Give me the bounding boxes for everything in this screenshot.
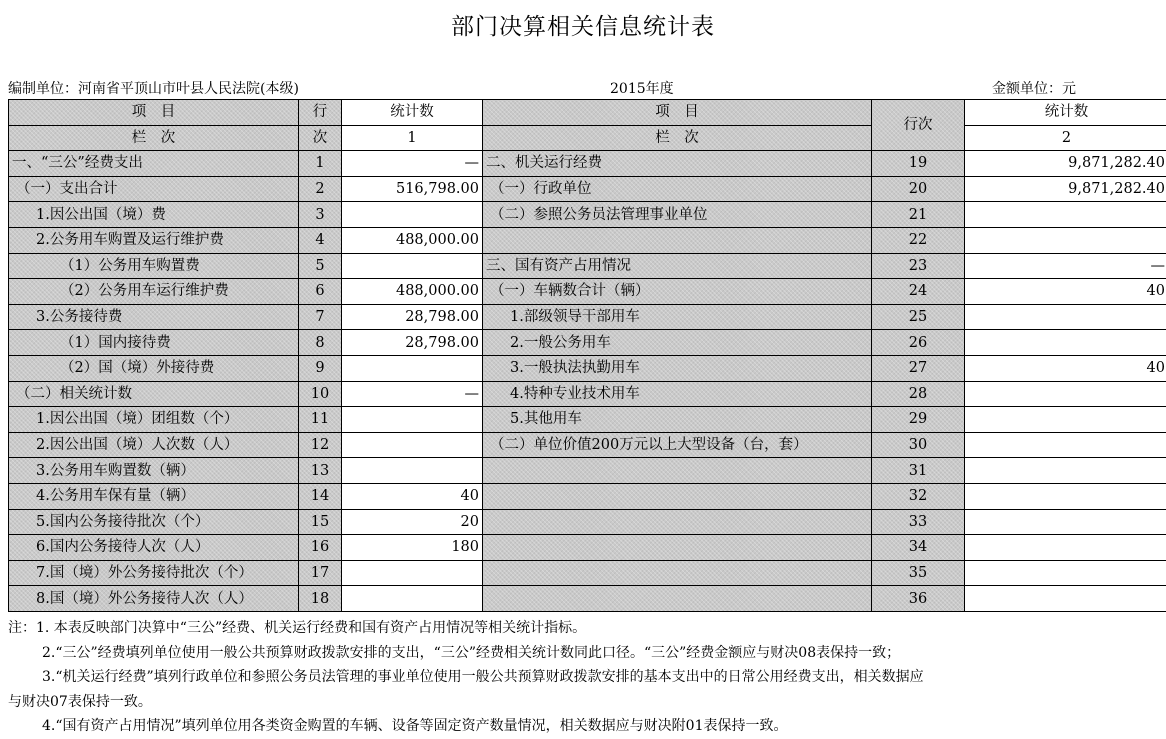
- left-line-number: 4: [299, 227, 342, 253]
- right-stat-value: [965, 458, 1166, 484]
- right-stat-value: 40: [965, 355, 1166, 381]
- right-item-label: [483, 586, 872, 612]
- left-stat-value: 20: [342, 509, 483, 535]
- right-line-number: 19: [872, 151, 965, 177]
- header-stat-col-2: 2: [965, 125, 1166, 151]
- left-item-label: （一）支出合计: [9, 176, 299, 202]
- left-item-label: 7.国（境）外公务接待批次（个）: [9, 560, 299, 586]
- left-stat-value: 488,000.00: [342, 279, 483, 305]
- left-stat-value: [342, 432, 483, 458]
- header-item-right: 项 目: [483, 100, 872, 126]
- left-line-number: 7: [299, 304, 342, 330]
- right-line-number: 24: [872, 279, 965, 305]
- right-item-label: 二、机关运行经费: [483, 151, 872, 177]
- left-item-label: （2）公务用车运行维护费: [9, 279, 299, 305]
- left-item-label: （1）国内接待费: [9, 330, 299, 356]
- table-row: [9, 381, 1166, 407]
- table-row: [9, 560, 1166, 586]
- table-row: [9, 279, 1166, 305]
- left-line-number: 2: [299, 176, 342, 202]
- right-line-number: 32: [872, 483, 965, 509]
- left-item-label: 1.因公出国（境）团组数（个）: [9, 407, 299, 433]
- report-year: 2015年度: [610, 78, 674, 98]
- notes: [8, 616, 1158, 739]
- header-item-left: 项 目: [9, 100, 299, 126]
- left-stat-value: 40: [342, 483, 483, 509]
- left-item-label: 2.因公出国（境）人次数（人）: [9, 432, 299, 458]
- left-stat-value: [342, 458, 483, 484]
- left-line-number: 15: [299, 509, 342, 535]
- header-line-left-2: 次: [299, 125, 342, 151]
- right-item-label: 4.特种专业技术用车: [483, 381, 872, 407]
- left-line-number: 12: [299, 432, 342, 458]
- right-line-number: 25: [872, 304, 965, 330]
- right-line-number: 21: [872, 202, 965, 228]
- left-line-number: 14: [299, 483, 342, 509]
- right-item-label: [483, 458, 872, 484]
- table-row: [9, 535, 1166, 561]
- left-item-label: （二）相关统计数: [9, 381, 299, 407]
- note-2: 2.“三公”经费填列单位使用一般公共预算财政拨款安排的支出，“三公”经费相关统计数同此口径。“三公”经费金额应与财决08表保持一致；: [8, 641, 1158, 666]
- left-line-number: 9: [299, 355, 342, 381]
- right-line-number: 31: [872, 458, 965, 484]
- left-line-number: 18: [299, 586, 342, 612]
- right-stat-value: [965, 304, 1166, 330]
- left-item-label: 3.公务接待费: [9, 304, 299, 330]
- report-title: 部门决算相关信息统计表: [0, 8, 1166, 41]
- right-item-label: 3.一般执法执勤用车: [483, 355, 872, 381]
- left-item-label: 3.公务用车购置数（辆）: [9, 458, 299, 484]
- right-item-label: 三、国有资产占用情况: [483, 253, 872, 279]
- right-stat-value: [965, 535, 1166, 561]
- note-3-cont: 与财决07表保持一致。: [8, 690, 1158, 715]
- right-item-label: （二）单位价值200万元以上大型设备（台，套）: [483, 432, 872, 458]
- left-line-number: 16: [299, 535, 342, 561]
- left-line-number: 11: [299, 407, 342, 433]
- left-line-number: 3: [299, 202, 342, 228]
- left-line-number: 10: [299, 381, 342, 407]
- left-item-label: （1）公务用车购置费: [9, 253, 299, 279]
- table-row: [9, 355, 1166, 381]
- right-line-number: 35: [872, 560, 965, 586]
- right-line-number: 34: [872, 535, 965, 561]
- right-line-number: 27: [872, 355, 965, 381]
- table-row: [9, 176, 1166, 202]
- right-item-label: （一）行政单位: [483, 176, 872, 202]
- table-row: [9, 330, 1166, 356]
- left-stat-value: 180: [342, 535, 483, 561]
- statistics-table: [8, 99, 1166, 612]
- left-stat-value: —: [342, 151, 483, 177]
- left-line-number: 1: [299, 151, 342, 177]
- left-stat-value: 488,000.00: [342, 227, 483, 253]
- right-item-label: （一）车辆数合计（辆）: [483, 279, 872, 305]
- header-col-right: 栏 次: [483, 125, 872, 151]
- right-stat-value: [965, 509, 1166, 535]
- table-row: [9, 202, 1166, 228]
- left-item-label: 4.公务用车保有量（辆）: [9, 483, 299, 509]
- right-line-number: 23: [872, 253, 965, 279]
- table-row: [9, 586, 1166, 612]
- left-item-label: 一、“三公”经费支出: [9, 151, 299, 177]
- right-line-number: 20: [872, 176, 965, 202]
- right-item-label: [483, 227, 872, 253]
- left-item-label: 8.国（境）外公务接待人次（人）: [9, 586, 299, 612]
- header-line-left: 行: [299, 100, 342, 126]
- left-stat-value: [342, 586, 483, 612]
- right-stat-value: 9,871,282.40: [965, 151, 1166, 177]
- left-stat-value: —: [342, 381, 483, 407]
- right-line-number: 22: [872, 227, 965, 253]
- right-item-label: [483, 535, 872, 561]
- right-line-number: 30: [872, 432, 965, 458]
- table-row: [9, 432, 1166, 458]
- left-line-number: 5: [299, 253, 342, 279]
- right-stat-value: [965, 432, 1166, 458]
- left-stat-value: 28,798.00: [342, 330, 483, 356]
- right-line-number: 28: [872, 381, 965, 407]
- header-stat-col-1: 1: [342, 125, 483, 151]
- header-col-left: 栏 次: [9, 125, 299, 151]
- right-item-label: 1.部级领导干部用车: [483, 304, 872, 330]
- left-item-label: 2.公务用车购置及运行维护费: [9, 227, 299, 253]
- right-stat-value: [965, 586, 1166, 612]
- left-stat-value: [342, 253, 483, 279]
- left-line-number: 8: [299, 330, 342, 356]
- left-item-label: 6.国内公务接待人次（人）: [9, 535, 299, 561]
- left-stat-value: 28,798.00: [342, 304, 483, 330]
- header-stat-right: 统计数: [965, 100, 1166, 126]
- right-item-label: （二）参照公务员法管理事业单位: [483, 202, 872, 228]
- header-stat-left: 统计数: [342, 100, 483, 126]
- right-item-label: [483, 560, 872, 586]
- left-item-label: 5.国内公务接待批次（个）: [9, 509, 299, 535]
- table-row: [9, 253, 1166, 279]
- table-row: [9, 227, 1166, 253]
- amount-unit: 金额单位：元: [992, 78, 1076, 98]
- right-stat-value: [965, 483, 1166, 509]
- right-line-number: 26: [872, 330, 965, 356]
- right-stat-value: [965, 560, 1166, 586]
- table-row: [9, 304, 1166, 330]
- right-stat-value: [965, 330, 1166, 356]
- right-item-label: [483, 509, 872, 535]
- left-item-label: 1.因公出国（境）费: [9, 202, 299, 228]
- note-4: 4.“国有资产占用情况”填列单位用各类资金购置的车辆、设备等固定资产数量情况，相关数据应与财决附01表保持一致。: [8, 714, 1158, 739]
- note-3: 3.“机关运行经费”填列行政单位和参照公务员法管理的事业单位使用一般公共预算财政拨款安排的基本支出中的日常公用经费支出，相关数据应: [8, 665, 1158, 690]
- table-row: [9, 509, 1166, 535]
- header-line-right: 行次: [872, 100, 965, 151]
- table-row: [9, 483, 1166, 509]
- right-stat-value: 9,871,282.40: [965, 176, 1166, 202]
- left-stat-value: [342, 202, 483, 228]
- right-line-number: 29: [872, 407, 965, 433]
- right-stat-value: [965, 202, 1166, 228]
- left-stat-value: [342, 560, 483, 586]
- left-line-number: 13: [299, 458, 342, 484]
- table-row: [9, 407, 1166, 433]
- left-stat-value: 516,798.00: [342, 176, 483, 202]
- right-stat-value: [965, 227, 1166, 253]
- right-item-label: 5.其他用车: [483, 407, 872, 433]
- right-item-label: [483, 483, 872, 509]
- note-1: 注：1. 本表反映部门决算中“三公”经费、机关运行经费和国有资产占用情况等相关统计指标。: [8, 616, 1158, 641]
- left-line-number: 6: [299, 279, 342, 305]
- left-line-number: 17: [299, 560, 342, 586]
- table-row: [9, 458, 1166, 484]
- left-item-label: （2）国（境）外接待费: [9, 355, 299, 381]
- right-item-label: 2.一般公务用车: [483, 330, 872, 356]
- right-stat-value: 40: [965, 279, 1166, 305]
- right-stat-value: —: [965, 253, 1166, 279]
- left-stat-value: [342, 355, 483, 381]
- right-line-number: 33: [872, 509, 965, 535]
- right-stat-value: [965, 381, 1166, 407]
- reporting-unit: 编制单位：河南省平顶山市叶县人民法院(本级): [8, 78, 299, 98]
- left-stat-value: [342, 407, 483, 433]
- right-stat-value: [965, 407, 1166, 433]
- right-line-number: 36: [872, 586, 965, 612]
- table-row: [9, 151, 1166, 177]
